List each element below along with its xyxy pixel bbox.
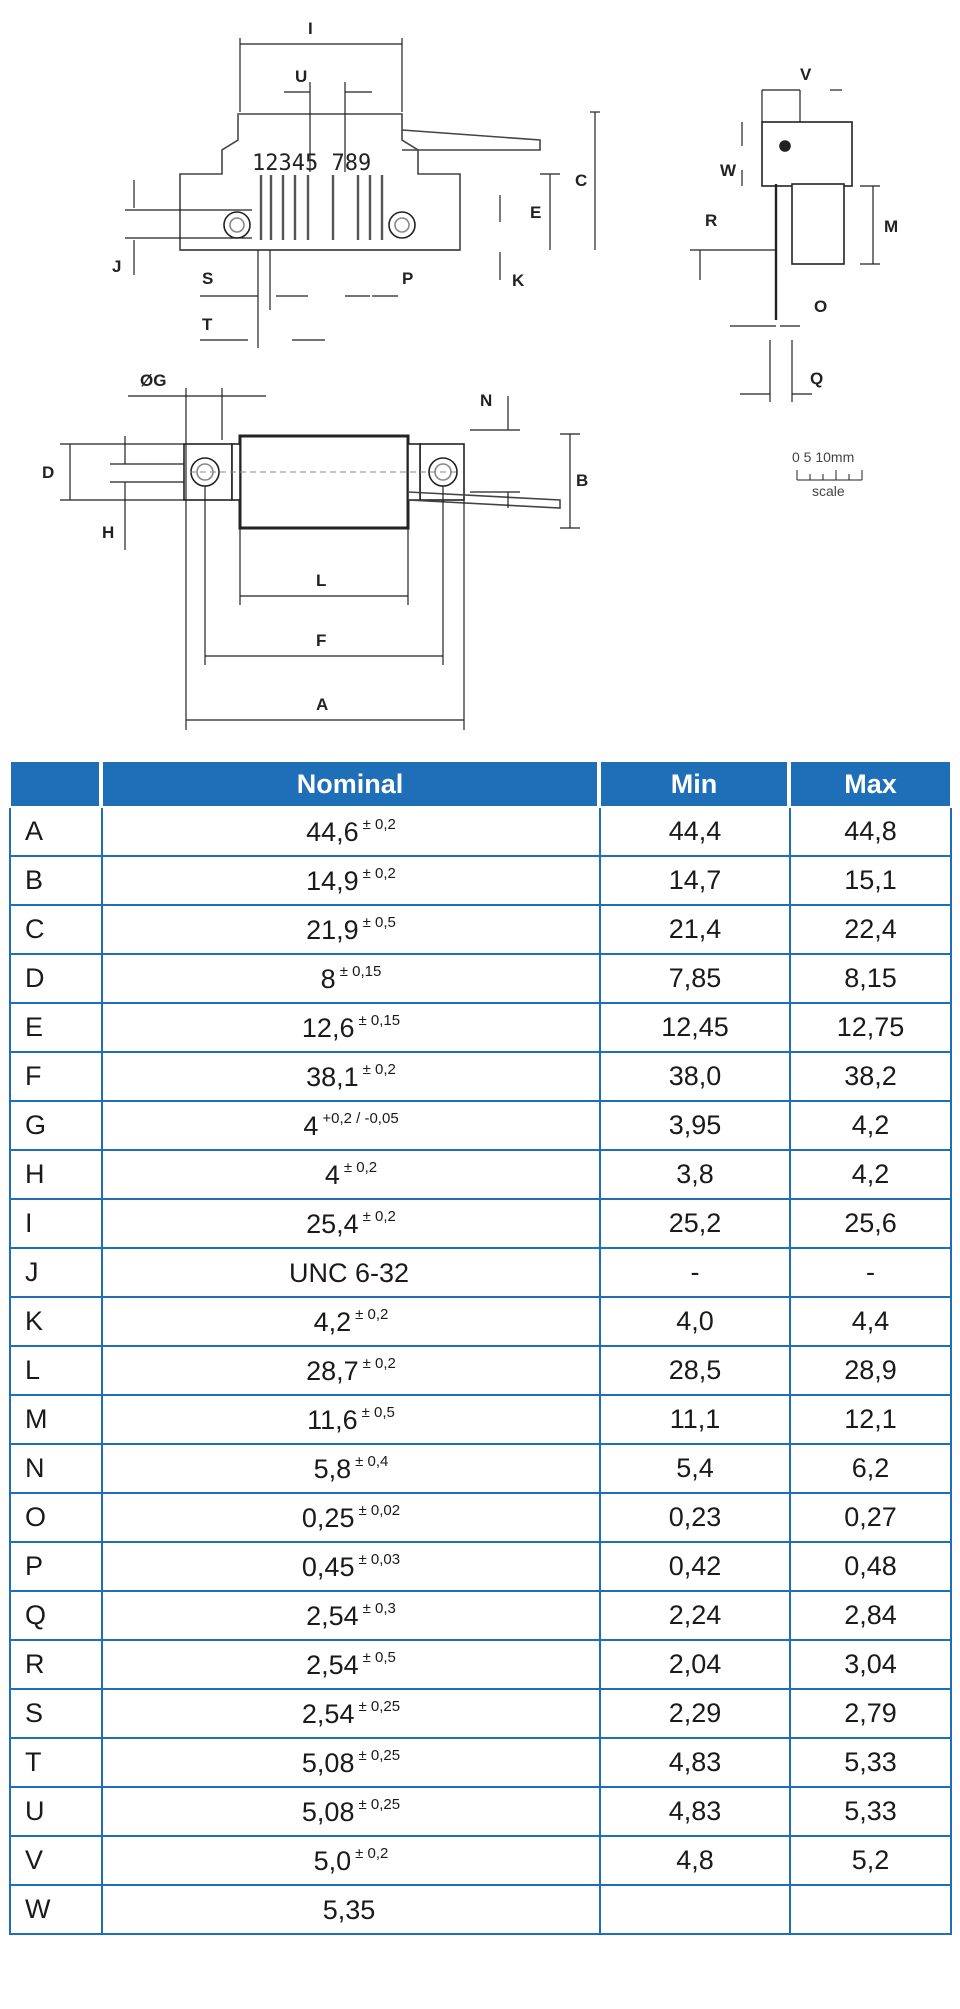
scale-ticks: 0 5 10mm bbox=[792, 449, 855, 465]
min-value: 4,0 bbox=[599, 1298, 789, 1347]
svg-text:E: E bbox=[530, 203, 542, 222]
dimension-letter: T bbox=[9, 1739, 101, 1788]
dimension-letter: N bbox=[9, 1445, 101, 1494]
top-view bbox=[42, 371, 588, 730]
nominal-value: 4 bbox=[303, 1110, 319, 1141]
max-value: 2,84 bbox=[789, 1592, 952, 1641]
nominal-value: 5,08 bbox=[301, 1747, 355, 1778]
nominal-value: 4,2 bbox=[313, 1306, 352, 1337]
table-body bbox=[9, 808, 952, 1935]
nominal-cell bbox=[101, 1788, 599, 1837]
table-row bbox=[9, 1347, 952, 1396]
tolerance-value: ± 0,2 bbox=[362, 1354, 396, 1372]
svg-text:A: A bbox=[316, 695, 329, 714]
nominal-cell bbox=[101, 906, 599, 955]
dimension-letter: D bbox=[9, 955, 101, 1004]
svg-text:R: R bbox=[705, 211, 718, 230]
min-value: 5,4 bbox=[599, 1445, 789, 1494]
min-value: 4,8 bbox=[599, 1837, 789, 1886]
dimension-letter: H bbox=[9, 1151, 101, 1200]
nominal-cell bbox=[101, 1200, 599, 1249]
svg-text:D: D bbox=[42, 463, 55, 482]
nominal-value: 38,1 bbox=[306, 1061, 359, 1092]
dimension-table bbox=[9, 760, 952, 1935]
tolerance-value: ± 0,25 bbox=[358, 1795, 401, 1813]
dimension-letter: W bbox=[9, 1886, 101, 1935]
max-value: 5,33 bbox=[789, 1739, 952, 1788]
max-value: 4,2 bbox=[789, 1102, 952, 1151]
nominal-cell bbox=[101, 1298, 599, 1347]
nominal-cell bbox=[101, 1886, 599, 1935]
dimension-letter: G bbox=[9, 1102, 101, 1151]
dimension-letter: P bbox=[9, 1543, 101, 1592]
min-value bbox=[599, 1886, 789, 1935]
max-value: 38,2 bbox=[789, 1053, 952, 1102]
table-row bbox=[9, 857, 952, 906]
tolerance-value: ± 0,2 bbox=[362, 1060, 396, 1078]
max-value: 25,6 bbox=[789, 1200, 952, 1249]
scale-label: scale bbox=[812, 483, 845, 499]
nominal-cell bbox=[101, 1249, 599, 1298]
min-value: 4,83 bbox=[599, 1739, 789, 1788]
max-value: 3,04 bbox=[789, 1641, 952, 1690]
svg-text:N: N bbox=[480, 391, 493, 410]
max-value: 44,8 bbox=[789, 808, 952, 857]
min-value: 12,45 bbox=[599, 1004, 789, 1053]
nominal-value: 5,35 bbox=[322, 1894, 376, 1925]
nominal-value: 0,25 bbox=[301, 1502, 355, 1533]
tolerance-value: ± 0,5 bbox=[361, 1403, 395, 1421]
max-value: 4,2 bbox=[789, 1151, 952, 1200]
dimension-letter: A bbox=[9, 808, 101, 857]
min-value: 2,04 bbox=[599, 1641, 789, 1690]
min-value: 44,4 bbox=[599, 808, 789, 857]
svg-text:U: U bbox=[295, 67, 308, 86]
table-row bbox=[9, 906, 952, 955]
front-view bbox=[112, 19, 600, 348]
nominal-cell bbox=[101, 1151, 599, 1200]
table-header-row bbox=[9, 760, 952, 808]
max-value: - bbox=[789, 1249, 952, 1298]
tolerance-value: ± 0,2 bbox=[355, 1844, 389, 1862]
nominal-cell bbox=[101, 1690, 599, 1739]
table-row bbox=[9, 1592, 952, 1641]
svg-text:ØG: ØG bbox=[140, 371, 167, 390]
max-value: 0,27 bbox=[789, 1494, 952, 1543]
nominal-value: 0,45 bbox=[301, 1551, 355, 1582]
svg-text:S: S bbox=[202, 269, 214, 288]
nominal-value: 2,54 bbox=[306, 1649, 359, 1680]
min-value: 7,85 bbox=[599, 955, 789, 1004]
tolerance-value: ± 0,15 bbox=[358, 1011, 401, 1029]
header-dim bbox=[9, 760, 101, 808]
dimension-letter: J bbox=[9, 1249, 101, 1298]
max-value: 6,2 bbox=[789, 1445, 952, 1494]
tolerance-value: ± 0,5 bbox=[362, 1648, 396, 1666]
svg-text:F: F bbox=[316, 631, 327, 650]
nominal-cell bbox=[101, 1592, 599, 1641]
nominal-cell bbox=[101, 955, 599, 1004]
max-value: 4,4 bbox=[789, 1298, 952, 1347]
nominal-cell bbox=[101, 1347, 599, 1396]
table-row bbox=[9, 1837, 952, 1886]
nominal-value: 14,9 bbox=[306, 865, 359, 896]
min-value: 25,2 bbox=[599, 1200, 789, 1249]
min-value: 3,95 bbox=[599, 1102, 789, 1151]
max-value: 2,79 bbox=[789, 1690, 952, 1739]
dimension-letter: Q bbox=[9, 1592, 101, 1641]
pin-numbers: 12345 789 bbox=[252, 151, 372, 176]
max-value: 12,1 bbox=[789, 1396, 952, 1445]
table-row bbox=[9, 955, 952, 1004]
table-row bbox=[9, 1543, 952, 1592]
max-value: 5,33 bbox=[789, 1788, 952, 1837]
tolerance-value: ± 0,5 bbox=[362, 913, 396, 931]
nominal-cell bbox=[101, 1102, 599, 1151]
svg-text:O: O bbox=[814, 297, 828, 316]
min-value: 11,1 bbox=[599, 1396, 789, 1445]
max-value: 28,9 bbox=[789, 1347, 952, 1396]
svg-text:L: L bbox=[316, 571, 327, 590]
scale-bar bbox=[792, 449, 862, 499]
table-row bbox=[9, 1102, 952, 1151]
nominal-value: 44,6 bbox=[306, 816, 359, 847]
nominal-cell bbox=[101, 857, 599, 906]
tolerance-value: ± 0,2 bbox=[362, 864, 396, 882]
table-row bbox=[9, 1249, 952, 1298]
min-value: 4,83 bbox=[599, 1788, 789, 1837]
nominal-value: 21,9 bbox=[306, 914, 359, 945]
side-view bbox=[690, 65, 898, 402]
table-row bbox=[9, 1690, 952, 1739]
dimension-letter: E bbox=[9, 1004, 101, 1053]
table-row bbox=[9, 1151, 952, 1200]
nominal-value: 8 bbox=[320, 963, 336, 994]
nominal-value: 2,54 bbox=[301, 1698, 355, 1729]
nominal-cell bbox=[101, 808, 599, 857]
max-value: 5,2 bbox=[789, 1837, 952, 1886]
technical-drawing bbox=[0, 0, 960, 740]
nominal-value: 5,08 bbox=[301, 1796, 355, 1827]
min-value: 14,7 bbox=[599, 857, 789, 906]
min-value: - bbox=[599, 1249, 789, 1298]
min-value: 2,24 bbox=[599, 1592, 789, 1641]
dimension-letter: M bbox=[9, 1396, 101, 1445]
svg-text:M: M bbox=[884, 217, 899, 236]
table-row bbox=[9, 1200, 952, 1249]
svg-text:J: J bbox=[112, 257, 122, 276]
svg-text:C: C bbox=[575, 171, 588, 190]
nominal-cell bbox=[101, 1004, 599, 1053]
min-value: 2,29 bbox=[599, 1690, 789, 1739]
tolerance-value: ± 0,3 bbox=[362, 1599, 396, 1617]
table-row bbox=[9, 1396, 952, 1445]
svg-text:B: B bbox=[576, 471, 589, 490]
dimension-letter: B bbox=[9, 857, 101, 906]
table-row bbox=[9, 1739, 952, 1788]
min-value: 0,42 bbox=[599, 1543, 789, 1592]
tolerance-value: ± 0,2 bbox=[362, 1207, 396, 1225]
max-value: 22,4 bbox=[789, 906, 952, 955]
min-value: 21,4 bbox=[599, 906, 789, 955]
nominal-value: 2,54 bbox=[306, 1600, 359, 1631]
max-value bbox=[789, 1886, 952, 1935]
nominal-value: 5,0 bbox=[313, 1845, 352, 1876]
dimension-letter: V bbox=[9, 1837, 101, 1886]
tolerance-value: +0,2 / -0,05 bbox=[322, 1109, 399, 1127]
min-value: 0,23 bbox=[599, 1494, 789, 1543]
tolerance-value: ± 0,2 bbox=[355, 1305, 389, 1323]
svg-text:T: T bbox=[202, 315, 213, 334]
svg-text:V: V bbox=[800, 65, 812, 84]
nominal-cell bbox=[101, 1837, 599, 1886]
tolerance-value: ± 0,2 bbox=[343, 1158, 378, 1176]
max-value: 0,48 bbox=[789, 1543, 952, 1592]
max-value: 8,15 bbox=[789, 955, 952, 1004]
dimension-letter: S bbox=[9, 1690, 101, 1739]
header-min: Min bbox=[599, 760, 789, 808]
nominal-value: 5,8 bbox=[313, 1453, 352, 1484]
nominal-value: UNC 6-32 bbox=[288, 1257, 410, 1288]
svg-text:K: K bbox=[512, 271, 525, 290]
max-value: 12,75 bbox=[789, 1004, 952, 1053]
table-row bbox=[9, 1886, 952, 1935]
tolerance-value: ± 0,4 bbox=[355, 1452, 389, 1470]
nominal-value: 25,4 bbox=[306, 1208, 359, 1239]
svg-text:W: W bbox=[720, 161, 737, 180]
tolerance-value: ± 0,25 bbox=[358, 1697, 401, 1715]
nominal-cell bbox=[101, 1445, 599, 1494]
table-row bbox=[9, 1004, 952, 1053]
nominal-cell bbox=[101, 1543, 599, 1592]
tolerance-value: ± 0,03 bbox=[358, 1550, 401, 1568]
tolerance-value: ± 0,2 bbox=[362, 815, 396, 833]
dimension-letter: F bbox=[9, 1053, 101, 1102]
header-nominal: Nominal bbox=[101, 760, 599, 808]
min-value: 38,0 bbox=[599, 1053, 789, 1102]
nominal-value: 11,6 bbox=[307, 1404, 358, 1435]
svg-text:Q: Q bbox=[810, 369, 824, 388]
svg-text:H: H bbox=[102, 523, 115, 542]
nominal-cell bbox=[101, 1641, 599, 1690]
nominal-cell bbox=[101, 1494, 599, 1543]
table-row bbox=[9, 1494, 952, 1543]
nominal-cell bbox=[101, 1053, 599, 1102]
dimension-letter: I bbox=[9, 1200, 101, 1249]
table-row bbox=[9, 1788, 952, 1837]
table-row bbox=[9, 1445, 952, 1494]
max-value: 15,1 bbox=[789, 857, 952, 906]
tolerance-value: ± 0,02 bbox=[358, 1501, 401, 1519]
table-row bbox=[9, 808, 952, 857]
dimension-letter: O bbox=[9, 1494, 101, 1543]
dimension-letter: U bbox=[9, 1788, 101, 1837]
table-row bbox=[9, 1641, 952, 1690]
dimension-letter: K bbox=[9, 1298, 101, 1347]
table-row bbox=[9, 1298, 952, 1347]
min-value: 3,8 bbox=[599, 1151, 789, 1200]
tolerance-value: ± 0,25 bbox=[358, 1746, 401, 1764]
dimension-letter: R bbox=[9, 1641, 101, 1690]
header-max: Max bbox=[789, 760, 952, 808]
nominal-value: 4 bbox=[324, 1159, 340, 1190]
nominal-value: 28,7 bbox=[306, 1355, 359, 1386]
nominal-value: 12,6 bbox=[301, 1012, 355, 1043]
dimension-letter: C bbox=[9, 906, 101, 955]
svg-text:I: I bbox=[308, 19, 313, 38]
svg-text:P: P bbox=[402, 269, 414, 288]
nominal-cell bbox=[101, 1396, 599, 1445]
tolerance-value: ± 0,15 bbox=[339, 962, 382, 980]
device-body bbox=[240, 436, 408, 528]
nominal-cell bbox=[101, 1739, 599, 1788]
min-value: 28,5 bbox=[599, 1347, 789, 1396]
table-row bbox=[9, 1053, 952, 1102]
dimension-letter: L bbox=[9, 1347, 101, 1396]
